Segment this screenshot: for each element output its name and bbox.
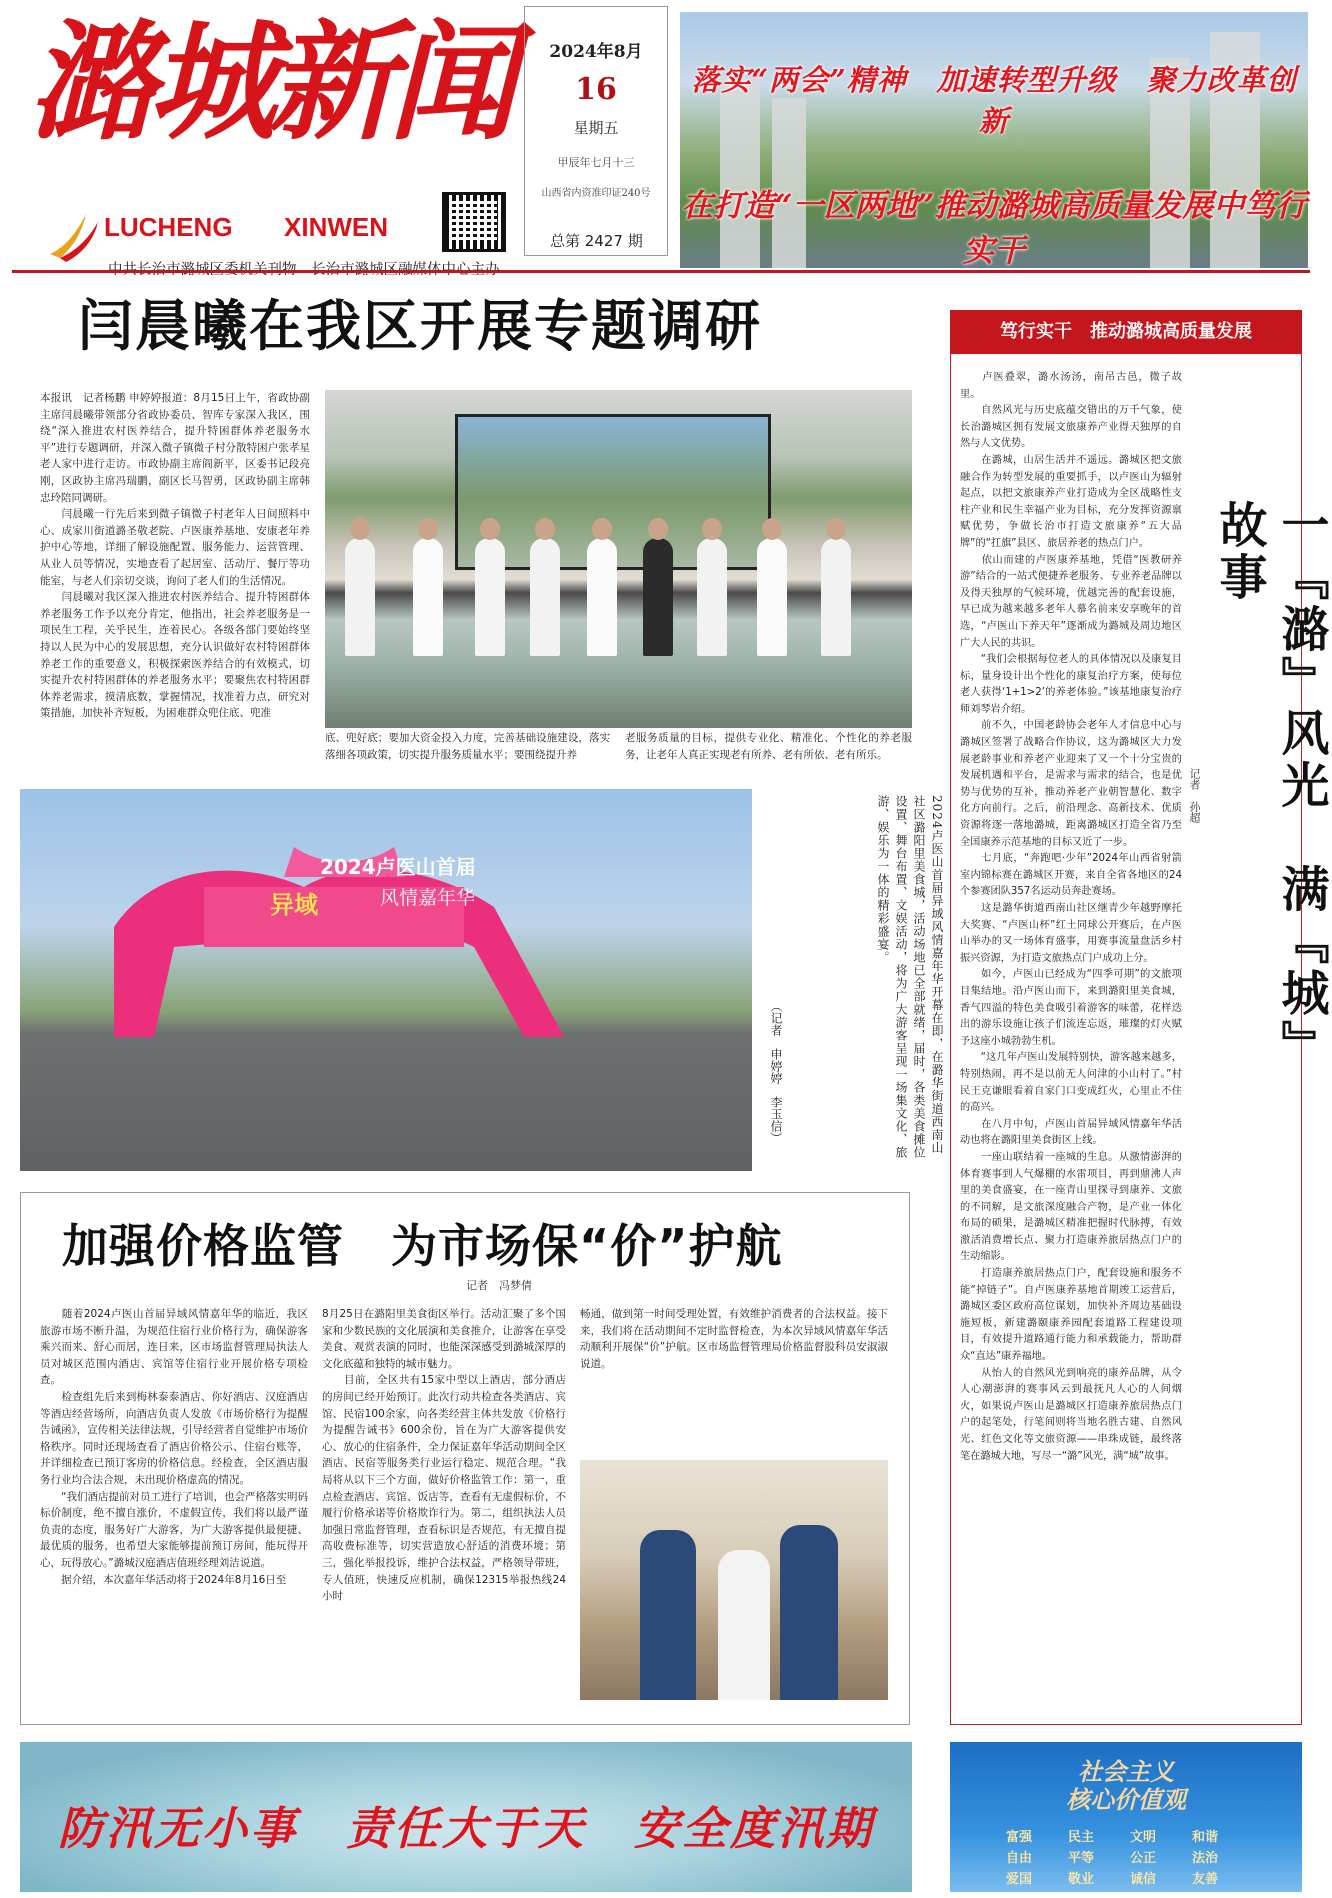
core-value-item: 富强 xyxy=(1005,1830,1032,1845)
masthead-title: 潞城新闻 xyxy=(28,8,509,158)
right-column-title[interactable]: 一『潞』风光 满『城』故事 xyxy=(1211,500,1329,1072)
newspaper-logo-icon xyxy=(46,208,102,264)
header-banner xyxy=(680,12,1308,268)
inspection-photo xyxy=(580,1460,888,1700)
core-value-item: 文明 xyxy=(1129,1830,1156,1845)
article1-column-3: 老服务质量的目标，提供专业化、精准化、个性化的养老服务，让老年人真正实现老有所养、老有所依、老有所乐。 xyxy=(625,732,912,761)
arch-sub-text: 风情嘉年华 xyxy=(380,887,476,909)
arch-main-text: 异域 xyxy=(270,890,318,919)
article1-column-1: 本报讯 记者杨鹏 申婷婷报道：8月15日上午，省政协副主席闫晨曦带领部分省政协委员、智库专家深入我区，围绕“深入推进农村医养结合，提升特困群体养老服务水平”进行专题调研，并深入微子镇微子村分散特困户张孝星老人家中进行走访。市政协副主席阎新平，区委书记段亮刚，区政协主席冯瑞鹏，副区长马智勇，区政协副主席韩忠玲陪同调研。 闫晨曦一行先后来到微子镇微子村老年人日间照料中心、成家川街道潞圣敬老院、卢医康养基地、安康老年养护中心等地，详细了解设施配置、服务能力、运营管理、从业人员等情况，实地查看了起居室、活动厅、餐厅等功能室，与老人们亲切交谈，询问了老人们的生活情况。 闫晨曦对我区深入推进农村医养结合、提升特困群体养老服务工作予以充分肯定，他指出，社会养老服务是一项民生工程，关乎民生，连着民心。各级各部门要始终坚持以人民为中心的发展思想，充分认识做好农村特困群体养老工作的重要意义，积极探索医养结合的有效模式，切实提升农村特困群体的养老服务水平；要聚焦农村特困群体养老需求，摸清底数，掌握情况，找准着力点，研究对策措施，加快补齐短板，为困难群众兜住底、兜准 xyxy=(40,392,310,720)
article2-headline[interactable]: 加强价格监管 为市场保“价”护航 xyxy=(62,1219,783,1273)
core-value-item: 平等 xyxy=(1067,1851,1094,1866)
core-value-item: 法治 xyxy=(1191,1851,1218,1866)
flood-prevention-slogan: 防汛无小事 责任大于天 安全度汛期 xyxy=(57,1802,874,1855)
photo2-caption: 2024卢医山首届异域风情嘉年华开幕在即，在潞华街道西南山社区潞阳里美食城，活动场地已全部就绪，届时，各类美食摊位设置、舞台布置、文娱活动，将为广大游客呈现一场集文化、旅游、娱乐为一体的精彩盛宴。 xyxy=(876,795,944,1159)
photo2-credit: （记者 申婷婷 李玉信） xyxy=(769,1000,783,1144)
core-value-item: 公正 xyxy=(1129,1851,1156,1866)
banner-slogan-1: 落实“两会”精神 加速转型升级 聚力改革创新 xyxy=(691,63,1297,138)
article2-column-2: 8月25日在潞阳里美食街区举行。活动汇聚了多个国家和少数民族的文化展演和美食推介，让游客在享受美食、观赏表演的同时，也能深深感受到潞城深厚的文化底蕴和独特的城市魅力。 目前，全区共有15家中型以上酒店，部分酒店的房间已经开始预订。此次行动共检查各类酒店、宾馆、民宿100余家，向各类经营主体共发放《价格行为提醒告诫书》600余份，旨在为广大游客提供安心、放心的住宿条件，全力保证嘉年华活动期间全区酒店、民宿等服务类行业运行稳定、规范合理。“我局将从以下三个方面，做好价格监管工作：第一，重点检查酒店、宾馆、饭店等，查看有无虚假标价，不履行价格承诺等价格欺诈行为。第二，组织执法人员加强日常监督管理，查看标识是否规范，有无擅自提高收费标准等，切实营造放心舒适的消费环境；第三，强化举报投诉，维护合法权益，严格领导带班，专人值班，快速反应机制，确保12315举报热线24小时 xyxy=(322,1308,566,1603)
core-value-item: 友善 xyxy=(1191,1872,1218,1887)
masthead-pinyin-right: XINWEN xyxy=(284,212,388,242)
right-column-header: 笃行实干 推动潞城高质量发展 xyxy=(950,310,1302,354)
flood-prevention-banner xyxy=(20,1742,912,1892)
core-value-item: 敬业 xyxy=(1067,1872,1094,1887)
core-values-title-1: 社会主义 xyxy=(1078,1757,1174,1786)
date-year-month: 2024年8月 xyxy=(549,42,643,62)
article1-column-2: 底、兜好底；要加大资金投入力度，完善基础设施建设，落实落细各项政策，切实提升服务质量水平；要围绕提升养 xyxy=(325,732,610,761)
arch-year-text: 2024卢医山首届 xyxy=(320,855,476,879)
core-values-grid xyxy=(988,1826,1236,1887)
date-day: 16 xyxy=(575,72,617,107)
issue-number: 总第 2427 期 xyxy=(550,232,643,250)
core-values-title-2: 核心价值观 xyxy=(1066,1785,1186,1814)
date-lunar: 甲辰年七月十三 xyxy=(557,156,635,169)
core-value-item: 诚信 xyxy=(1129,1872,1156,1887)
qr-code[interactable] xyxy=(442,192,506,252)
article2-byline: 记者 冯梦倩 xyxy=(466,1279,532,1292)
right-column-author: 记者 孙超 xyxy=(1188,768,1201,823)
article2-column-3: 畅通，做到第一时间受理处置，有效维护消费者的合法权益。接下来，我们将在活动期间不定时监督检查，为本次异域风情嘉年华活动顺利开展保“价”护航。区市场监督管理局价格监督股科员安淑淑说道。 xyxy=(580,1308,888,1370)
date-box xyxy=(524,6,668,256)
print-permit: 山西省内资准印证240号 xyxy=(541,188,651,199)
masthead-publisher xyxy=(108,258,500,279)
core-value-item: 和谐 xyxy=(1191,1830,1218,1845)
article1-photo xyxy=(325,390,912,728)
core-value-item: 民主 xyxy=(1067,1830,1094,1845)
carnival-arch-photo xyxy=(20,789,752,1171)
right-column-body: 卢医叠翠，潞水汤汤，南吊古邑，微子故里。 自然风光与历史底蕴交错出的万千气象，使长治潞城区拥有发展文旅康养产业得天独厚的自然与人文优势。 在潞城，山居生活并不遥远。潞城区把文旅融合作为转型发展的重要抓手，以卢医山为辐射起点，以把文旅康养产业打造成为全区战略性支柱产业和民生幸福产业为目标，充分发挥资源禀赋优势，争做长治市打造文旅康养“五大品牌”的“扛旗”县区、旅居养老的热点门户。 依山而建的卢医康养基地，凭借“医教研养游”结合的一站式便捷养老服务、专业养老品牌以及得天独厚的气候环境，优越完善的配套设施，早已成为越来越多老年人慕名前来安享晚年的首选，“卢医山下养天年”逐渐成为潞城及周边地区广大人民的共识。 “我们会根据每位老人的具体情况以及康复目标，量身设计出个性化的康复治疗方案，使每位老人获得‘1+1>2’的养老体验。”该基地康复治疗师刘琴岩介绍。 前不久，中国老龄协会老年人才信息中心与潞城区签署了战略合作协议，这为潞城区大力发展老龄事业和养老产业迎来了又一个十分宝贵的发展机遇和平台，是需求与需求的结合，也是优势与优势的互补，推动养老产业朝智慧化、数字化方向前行。之后，前沿理念、高新技术、优质资源将逐一落地潞城，距离潞城区打造全省乃至全国康养示范基地的目标又近了一步。 七月底，“奔跑吧·少年”2024年山西省射箭室内锦标赛在潞城区开赛，来自全省各地区的24个参赛团队357名运动员奔赴赛场。 这是潞华街道西南山社区继青少年越野摩托大奖赛、“卢医山杯”红土同球公开赛后，在卢医山举办的又一场体育盛事，用赛事流量盘活乡村振兴资源，为打造文旅热点门户成功上分。 如今，卢医山已经成为“四季可期”的文旅项目集结地。沿卢医山而下，来到潞阳里美食城，香气四溢的特色美食吸引着游客的味蕾，花样迭出的游乐设施让孩子们流连忘返，璀璨的灯火赋予这座小城勃勃生机。 “这几年卢医山发展特别快，游客越来越多，特别热闹，再不是以前无人问津的小山村了。”村民王克谦眼看着自家门口变成红火，心里止不住的高兴。 在八月中旬，卢医山首届异域风情嘉年华活动也将在潞阳里美食街区上线。 一座山联结着一座城的生息。从激情澎湃的体育赛事到人气爆棚的水雷项目，再到鼎沸人声里的美食盛宴，在一座青山里探寻到康养、文旅的不同解，是文旅深度融合产物，是产业一体化布局的硕果，是潞城区精准把握时代脉搏，有效激活消费增长点、聚力打造康养旅居热点门户的生动缩影。 打造康养旅居热点门户，配套设施和服务不能“掉链子”。自卢医康养基地首期竣工运营后，潞城区委区政府高位谋划，加快补齐周边基础设施短板，新建潞颐康养园配套道路工程建设项目，有效提升道路通行能力和承载能力，帮助群众“直达”康养福地。 从怡人的自然风光到响亮的康养品牌，从令人心潮澎湃的赛事风云到最抚凡人心的人间烟火，如果说卢医山是潞城区打造康养旅居热点门户的起笔处，行笔间则将当地名胜古建、自然风光、红色文化等文旅资源——串珠成链，最终落笔在潞城大地，写尽一“潞”风光，满“城”故事。 xyxy=(960,372,1182,1462)
article2-column-1: 随着2024卢医山首届异域风情嘉年华的临近，我区旅游市场不断升温，为规范住宿行业价格行为，确保游客乘兴而来、舒心而居，连日来，区市场监督管理局执法人员对城区范围内酒店、宾馆等住宿行业开展价格专项检查。 检查组先后来到梅林泰泰酒店、你好酒店、汉庭酒店等酒店经营场所，向酒店负责人发放《市场价格行为提醒告诫函》，宣传相关法律法规，引导经营者自觉维护市场价格秩序。同时还现场查看了酒店价格公示、住宿台账等，并详细检查已预订客房的价格信息。经检查，全区酒店服务行业均合法合规，未出现价格虚高的情况。 “我们酒店提前对员工进行了培训，也会严格落实明码标价制度，绝不擅自涨价，不虚假宣传，我们将以最严谨负责的态度，服务好广大游客，为广大游客提供最便捷、最优质的服务，也希望大家能够提前预订房间，能玩得开心，玩得放心。”潞城汉庭酒店值班经理刘洁说道。 据介绍，本次嘉年华活动将于2024年8月16日至 xyxy=(40,1308,308,1586)
core-values-banner xyxy=(950,1742,1302,1892)
core-value-item: 爱国 xyxy=(1005,1872,1032,1887)
masthead-divider xyxy=(12,270,1310,273)
article1-headline[interactable]: 闫晨曦在我区开展专题调研 xyxy=(78,294,763,358)
banner-slogan-2: 在打造“一区两地”推动潞城高质量发展中笃行实干 xyxy=(681,188,1307,269)
masthead-pinyin-left: LUCHENG xyxy=(104,212,233,242)
date-weekday: 星期五 xyxy=(573,119,619,137)
core-value-item: 自由 xyxy=(1005,1851,1032,1866)
